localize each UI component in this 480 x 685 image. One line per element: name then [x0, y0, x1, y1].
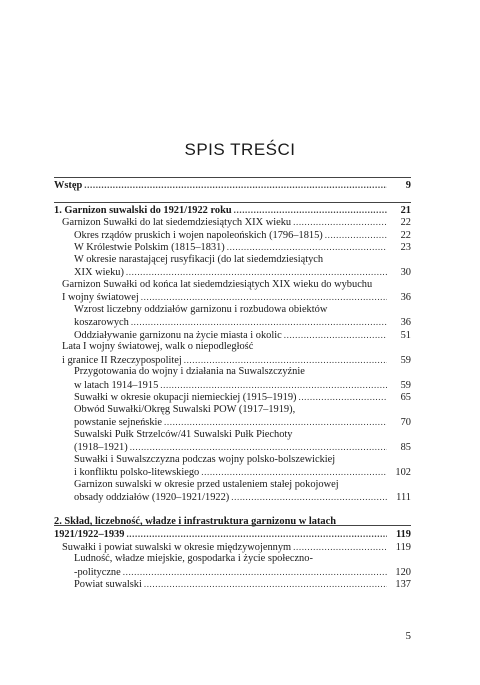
toc-page-number: 36	[400, 292, 411, 303]
toc-entry-title: Suwałki i powiat suwalski w okresie międzywojennym	[62, 541, 292, 553]
toc-entry[interactable]	[54, 391, 411, 404]
toc-entry-line	[54, 179, 411, 192]
page-number: 5	[405, 630, 411, 642]
toc-entry-line	[74, 479, 411, 492]
toc-entry[interactable]	[54, 404, 411, 429]
toc-entry[interactable]	[54, 329, 411, 342]
toc-entry-title: Obwód Suwałki/Okręg Suwalski POW (1917–1919),	[74, 403, 296, 415]
toc-entry-title: Powiat suwalski	[74, 579, 142, 590]
toc-page-number: 65	[400, 392, 411, 403]
toc-entry-line	[74, 566, 411, 579]
dot-leader	[126, 528, 387, 541]
toc-entry-title: Okres rządów pruskich i wojen napoleońskich (1796–1815)	[74, 229, 323, 241]
toc-entry[interactable]	[54, 229, 411, 242]
toc-entry-title: Oddziaływanie garnizonu na życie miasta i okolic	[74, 329, 282, 341]
toc-entry[interactable]	[54, 553, 411, 578]
toc-entry-line	[74, 466, 411, 479]
toc-page-number: 137	[395, 579, 411, 590]
dot-leader	[164, 416, 387, 429]
toc-page-number: 22	[400, 217, 411, 228]
toc-page-number: 36	[400, 317, 411, 328]
toc-entry-title: -polityczne	[74, 566, 121, 578]
toc-entry-line	[74, 416, 411, 429]
toc-entry[interactable]	[54, 204, 411, 217]
toc-entry-line	[74, 304, 411, 317]
toc-entry-line	[74, 254, 411, 267]
toc-entry-line	[74, 266, 411, 279]
dot-leader	[284, 329, 387, 342]
toc-entry-title: (1918–1921)	[74, 442, 128, 453]
toc-entry-title: i granice II Rzeczypospolitej	[62, 354, 182, 366]
toc-entry-line	[62, 291, 411, 304]
toc-page-number: 21	[400, 204, 411, 216]
toc-entry[interactable]	[54, 578, 411, 591]
dot-leader	[298, 391, 387, 404]
toc-entry-title: Ludność, władze miejskie, gospodarka i życie społeczno-	[74, 553, 313, 564]
toc-entry-title: powstanie sejneńskie	[74, 417, 163, 428]
toc-page-number: 22	[400, 229, 411, 241]
toc-entry-line	[74, 329, 411, 342]
toc-page-number: 70	[400, 417, 411, 428]
dot-leader	[144, 578, 387, 591]
toc-entry-title: I wojny światowej	[62, 292, 139, 303]
toc-entry-title: XIX wieku)	[74, 267, 124, 278]
toc-entry-line	[74, 316, 411, 329]
toc-entry-line	[62, 216, 411, 229]
toc-entry-line	[74, 429, 411, 442]
toc-page-number: 51	[400, 329, 411, 341]
toc-entry[interactable]	[54, 341, 411, 366]
toc-entry[interactable]	[54, 454, 411, 479]
dot-leader	[131, 316, 387, 329]
toc-entry-title: obsady oddziałów (1920–1921/1922)	[74, 492, 230, 503]
table-of-contents	[54, 179, 411, 591]
dot-leader	[126, 266, 387, 279]
toc-entry-line	[74, 441, 411, 454]
toc-page-number: 120	[395, 566, 411, 578]
toc-entry-title: koszarowych	[74, 317, 129, 328]
toc-entry-title: Przygotowania do wojny i działania na Suwalszczyźnie	[74, 366, 305, 377]
toc-entry-title: 1. Garnizon suwalski do 1921/1922 roku	[54, 204, 232, 216]
toc-entry-line	[74, 229, 411, 242]
toc-entry-title: Suwałki w okresie okupacji niemieckiej (1915–1919)	[74, 392, 297, 403]
toc-entry-line	[62, 341, 411, 354]
dot-leader	[123, 566, 387, 579]
toc-entry-title: Garnizon suwalski w okresie przed ustaleniem stałej pokojowej	[74, 478, 339, 490]
toc-entry[interactable]	[54, 429, 411, 454]
toc-page-number: 23	[400, 242, 411, 253]
toc-page-number: 9	[405, 180, 411, 191]
toc-page-number: 119	[395, 541, 411, 553]
toc-entry-line	[74, 578, 411, 591]
toc-entry-title: W Królestwie Polskim (1815–1831)	[74, 242, 225, 253]
toc-entry[interactable]	[54, 179, 411, 192]
toc-page-number: 119	[395, 529, 411, 540]
toc-entry-title: w latach 1914–1915	[74, 379, 159, 391]
toc-entry[interactable]	[54, 241, 411, 254]
dot-leader	[184, 354, 387, 367]
toc-entry-title: W okresie narastającej rusyfikacji (do lat siedemdziesiątych	[74, 253, 324, 265]
toc-entry-line	[54, 528, 411, 541]
toc-entry-line	[62, 354, 411, 367]
page-title: SPIS TREŚCI	[184, 140, 296, 159]
toc-page-number: 102	[395, 467, 411, 478]
dot-leader	[293, 541, 387, 554]
toc-entry[interactable]	[54, 279, 411, 304]
top-rule	[54, 177, 411, 178]
toc-page-number: 30	[400, 267, 411, 278]
toc-entry-line	[54, 204, 411, 217]
dot-leader	[234, 204, 387, 217]
dot-leader	[84, 179, 387, 192]
dot-leader	[201, 466, 387, 479]
toc-entry-line	[74, 454, 411, 467]
toc-entry-title: Suwałki i Suwalszczyzna podczas wojny polsko-bolszewickiej	[74, 453, 336, 465]
toc-page-number: 59	[400, 354, 411, 366]
toc-entry[interactable]	[54, 304, 411, 329]
dot-leader	[130, 441, 387, 454]
toc-entry[interactable]	[54, 366, 411, 391]
toc-entry-title: 2. Skład, liczebność, władze i infrastruktura garnizonu w latach	[54, 515, 336, 527]
toc-entry-title: Wzrost liczebny oddziałów garnizonu i rozbudowa obiektów	[74, 303, 328, 315]
toc-entry-title: Garnizon Suwałki do lat siedemdziesiątych XIX wieku	[62, 217, 292, 228]
toc-entry-line	[74, 391, 411, 404]
toc-entry-title: Wstęp	[54, 180, 83, 191]
toc-entry-title: Lata I wojny światowej, walk o niepodległość	[62, 341, 254, 352]
toc-entry[interactable]	[54, 541, 411, 554]
toc-entry-line	[74, 366, 411, 379]
toc-page-number: 111	[396, 492, 411, 503]
toc-page-number: 59	[400, 379, 411, 391]
toc-entry-line	[74, 241, 411, 254]
dot-leader	[231, 491, 387, 504]
toc-entry-line	[74, 491, 411, 504]
dot-leader	[325, 229, 387, 242]
toc-entry-title: 1921/1922–1939	[54, 529, 125, 540]
toc-entry-title: i konfliktu polsko-litewskiego	[74, 467, 200, 478]
section-divider-1	[54, 202, 411, 203]
toc-entry-line	[54, 516, 411, 529]
toc-entry[interactable]	[54, 516, 411, 541]
toc-entry-line	[62, 541, 411, 554]
toc-entry-line	[74, 553, 411, 566]
toc-entry-title: Garnizon Suwałki od końca lat siedemdziesiątych XIX wieku do wybuchu	[62, 278, 373, 290]
toc-entry[interactable]	[54, 216, 411, 229]
dot-leader	[141, 291, 387, 304]
toc-entry[interactable]	[54, 479, 411, 504]
dot-leader	[293, 216, 387, 229]
dot-leader	[160, 379, 387, 392]
toc-entry-line	[74, 379, 411, 392]
toc-page-number: 85	[400, 442, 411, 453]
toc-entry-line	[62, 279, 411, 292]
toc-entry-title: Suwalski Pułk Strzelców/41 Suwalski Pułk Piechoty	[74, 428, 293, 440]
dot-leader	[227, 241, 387, 254]
toc-entry[interactable]	[54, 254, 411, 279]
section-divider-2	[54, 525, 411, 526]
toc-entry-line	[74, 404, 411, 417]
